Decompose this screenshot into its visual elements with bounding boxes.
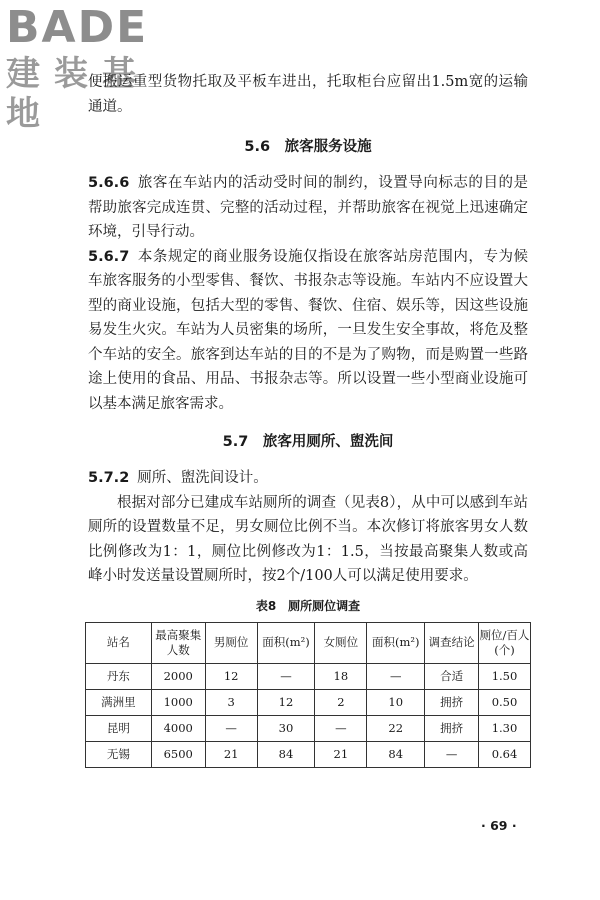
- col-header-female: 女厕位: [315, 622, 367, 663]
- cell-per-hundred: 1.30: [479, 715, 531, 741]
- table-caption: 表8 厕所厕位调查: [255, 598, 361, 613]
- table-row: [86, 741, 531, 767]
- cell-max-people: 6500: [151, 741, 205, 767]
- body-paragraph: 根据对部分已建成车站厕所的调查（见表8），从中可以感到车站厕所的设置数量不足，男女厕位比例不当。本次修订将旅客男女人数比例修改为1：1，厕位比例修改为1：1.5，当按最高聚集人数或高峰小时发送量设置厕所时，按2个/100人可以满足使用要求。: [88, 494, 528, 584]
- section-heading-5-7: [88, 430, 528, 454]
- cell-conclusion: —: [425, 741, 479, 767]
- cell-male: —: [205, 715, 257, 741]
- clause-text: 旅客在车站内的活动受时间的制约，设置导向标志的目的是帮助旅客完成连贯、完整的活动过程，并帮助旅客在视觉上迅速确定环境，引导行动。: [88, 175, 528, 240]
- cell-male: 12: [205, 663, 257, 689]
- cell-area-male: —: [257, 663, 315, 689]
- col-header-max-people: 最高聚集人数: [151, 622, 205, 663]
- section-number: 5.6: [244, 139, 271, 155]
- cell-area-female: —: [367, 663, 425, 689]
- continued-paragraph: 便搬运重型货物托取及平板车进出，托取柜台应留出1.5m宽的运输通道。: [88, 74, 528, 115]
- cell-max-people: 2000: [151, 663, 205, 689]
- cell-station: 丹东: [86, 663, 152, 689]
- cell-area-male: 12: [257, 689, 315, 715]
- clause-5-7-2: [88, 466, 528, 491]
- cell-male: 21: [205, 741, 257, 767]
- table-row: [86, 715, 531, 741]
- clause-5-6-7: [88, 245, 528, 417]
- page-number: · 69 ·: [481, 818, 517, 833]
- clause-text: 厕所、盥洗间设计。: [137, 470, 268, 486]
- cell-station: 无锡: [86, 741, 152, 767]
- table-header-row: [86, 622, 531, 663]
- col-header-male: 男厕位: [205, 622, 257, 663]
- col-header-conclusion: 调查结论: [425, 622, 479, 663]
- table-row: [86, 663, 531, 689]
- cell-female: 18: [315, 663, 367, 689]
- cell-area-male: 84: [257, 741, 315, 767]
- section-heading-5-6: [88, 135, 528, 159]
- section-title: 旅客用厕所、盥洗间: [262, 434, 394, 450]
- cell-area-female: 10: [367, 689, 425, 715]
- clause-text: 本条规定的商业服务设施仅指设在旅客站房范围内，专为候车旅客服务的小型零售、餐饮、书报杂志等设施。车站内不应设置大型的商业设施，包括大型的零售、餐饮、住宿、娱乐等，因这些设施易发生火灾。车站为人员密集的场所，一旦发生安全事故，将危及整个车站的安全。旅客到达车站的目的不是为了购物，而是购置一些路途上使用的食品、用品、书报杂志等。所以设置一些小型商业设施可以基本满足旅客需求。: [88, 248, 528, 412]
- cell-female: 2: [315, 689, 367, 715]
- cell-max-people: 4000: [151, 715, 205, 741]
- cell-area-female: 22: [367, 715, 425, 741]
- page-content: [88, 70, 528, 768]
- cell-male: 3: [205, 689, 257, 715]
- cell-conclusion: 拥挤: [425, 689, 479, 715]
- cell-station: 昆明: [86, 715, 152, 741]
- cell-conclusion: 拥挤: [425, 715, 479, 741]
- cell-conclusion: 合适: [425, 663, 479, 689]
- cell-area-male: 30: [257, 715, 315, 741]
- cell-per-hundred: 0.64: [479, 741, 531, 767]
- cell-per-hundred: 1.50: [479, 663, 531, 689]
- clause-number: 5.7.2: [88, 470, 130, 486]
- cell-female: —: [315, 715, 367, 741]
- clause-number: 5.6.7: [88, 248, 130, 265]
- clause-number: 5.6.6: [88, 175, 130, 191]
- section-number: 5.7: [222, 434, 249, 450]
- col-header-area-female: 面积(m²): [367, 622, 425, 663]
- col-header-station: 站名: [86, 622, 152, 663]
- cell-max-people: 1000: [151, 689, 205, 715]
- col-header-per-hundred: 厕位/百人(个): [479, 622, 531, 663]
- col-header-area-male: 面积(m²): [257, 622, 315, 663]
- clause-5-6-6: [88, 171, 528, 245]
- table-row: [86, 689, 531, 715]
- cell-female: 21: [315, 741, 367, 767]
- logo-subtitle: 建装基地: [6, 54, 150, 134]
- logo-brand: BADE: [6, 2, 149, 53]
- cell-per-hundred: 0.50: [479, 689, 531, 715]
- cell-area-female: 84: [367, 741, 425, 767]
- toilet-survey-table: [85, 622, 531, 768]
- cell-station: 满洲里: [86, 689, 152, 715]
- section-title: 旅客服务设施: [284, 139, 372, 155]
